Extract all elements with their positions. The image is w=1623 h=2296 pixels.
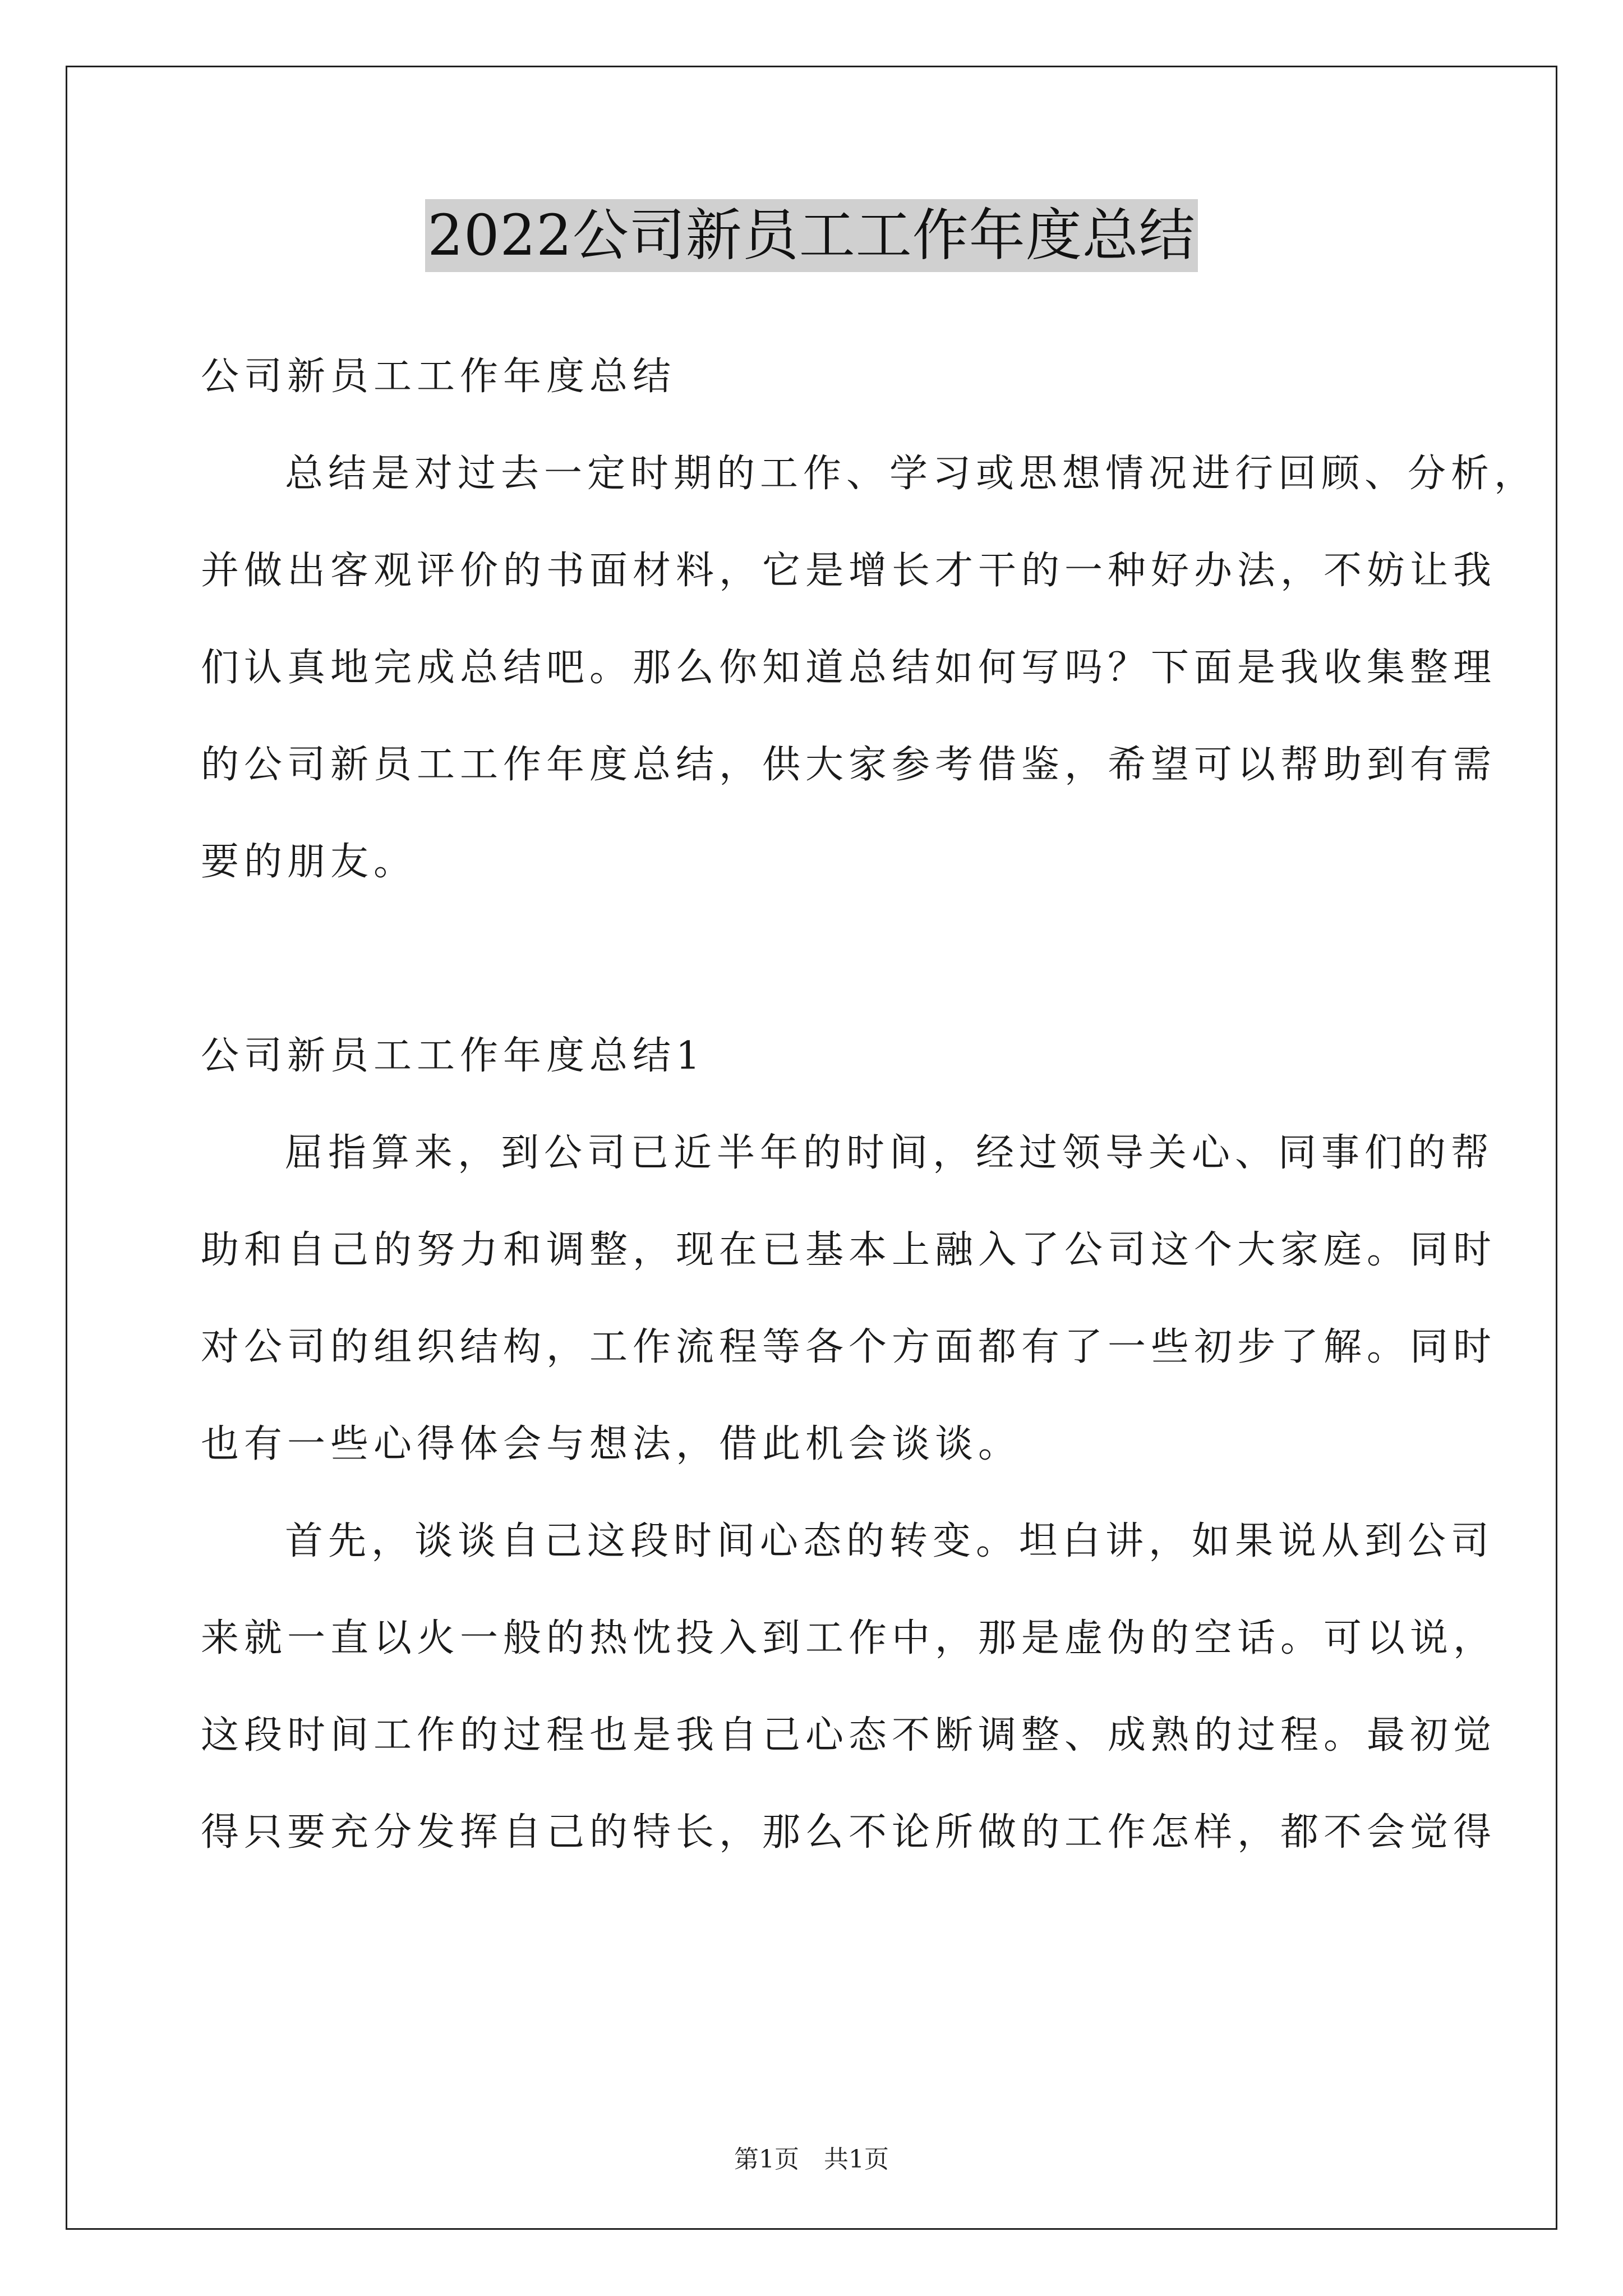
document-title: 2022公司新员工工作年度总结 (425, 199, 1198, 272)
document-body (201, 343, 1538, 1896)
paragraph-line: 这段时间工作的过程也是我自己心态不断调整、成熟的过程。最初觉 (201, 1713, 1497, 1757)
paragraph-line: 得只要充分发挥自己的特长，那么不论所做的工作怎样，都不会觉得 (201, 1810, 1497, 1855)
spacer (201, 926, 1435, 1023)
section-paragraph-1 (201, 1120, 1497, 1508)
page-footer: 第1页 共1页 (734, 2145, 889, 2174)
paragraph-line: 的公司新员工工作年度总结，供大家参考借鉴，希望可以帮助到有需 (201, 743, 1497, 787)
intro-paragraph (201, 440, 1538, 926)
paragraph-line: 屈指算来，到公司已近半年的时间，经过领导关心、同事们的帮 (285, 1131, 1495, 1175)
paragraph-line: 对公司的组织结构，工作流程等各个方面都有了一些初步了解。同时 (201, 1325, 1497, 1369)
paragraph-line: 首先，谈谈自己这段时间心态的转变。坦白讲，如果说从到公司 (285, 1519, 1495, 1563)
paragraph-line: 们认真地完成总结吧。那么你知道总结如何写吗？下面是我收集整理 (201, 646, 1497, 690)
document-subtitle: 公司新员工工作年度总结 (201, 355, 676, 399)
paragraph-line: 来就一直以火一般的热忱投入到工作中，那是虚伪的空话。可以说， (201, 1616, 1497, 1660)
section-heading: 公司新员工工作年度总结1 (201, 1034, 706, 1078)
paragraph-line: 要的朋友。 (201, 840, 417, 884)
paragraph-line: 也有一些心得体会与想法，借此机会谈谈。 (201, 1422, 1022, 1466)
title-container (0, 199, 1623, 272)
paragraph-line: 并做出客观评价的书面材料，它是增长才干的一种好办法，不妨让我 (201, 549, 1497, 593)
paragraph-line: 助和自己的努力和调整，现在已基本上融入了公司这个大家庭。同时 (201, 1228, 1497, 1272)
section-paragraph-2 (201, 1508, 1497, 1896)
paragraph-line: 总结是对过去一定时期的工作、学习或思想情况进行回顾、分析， (285, 452, 1538, 496)
